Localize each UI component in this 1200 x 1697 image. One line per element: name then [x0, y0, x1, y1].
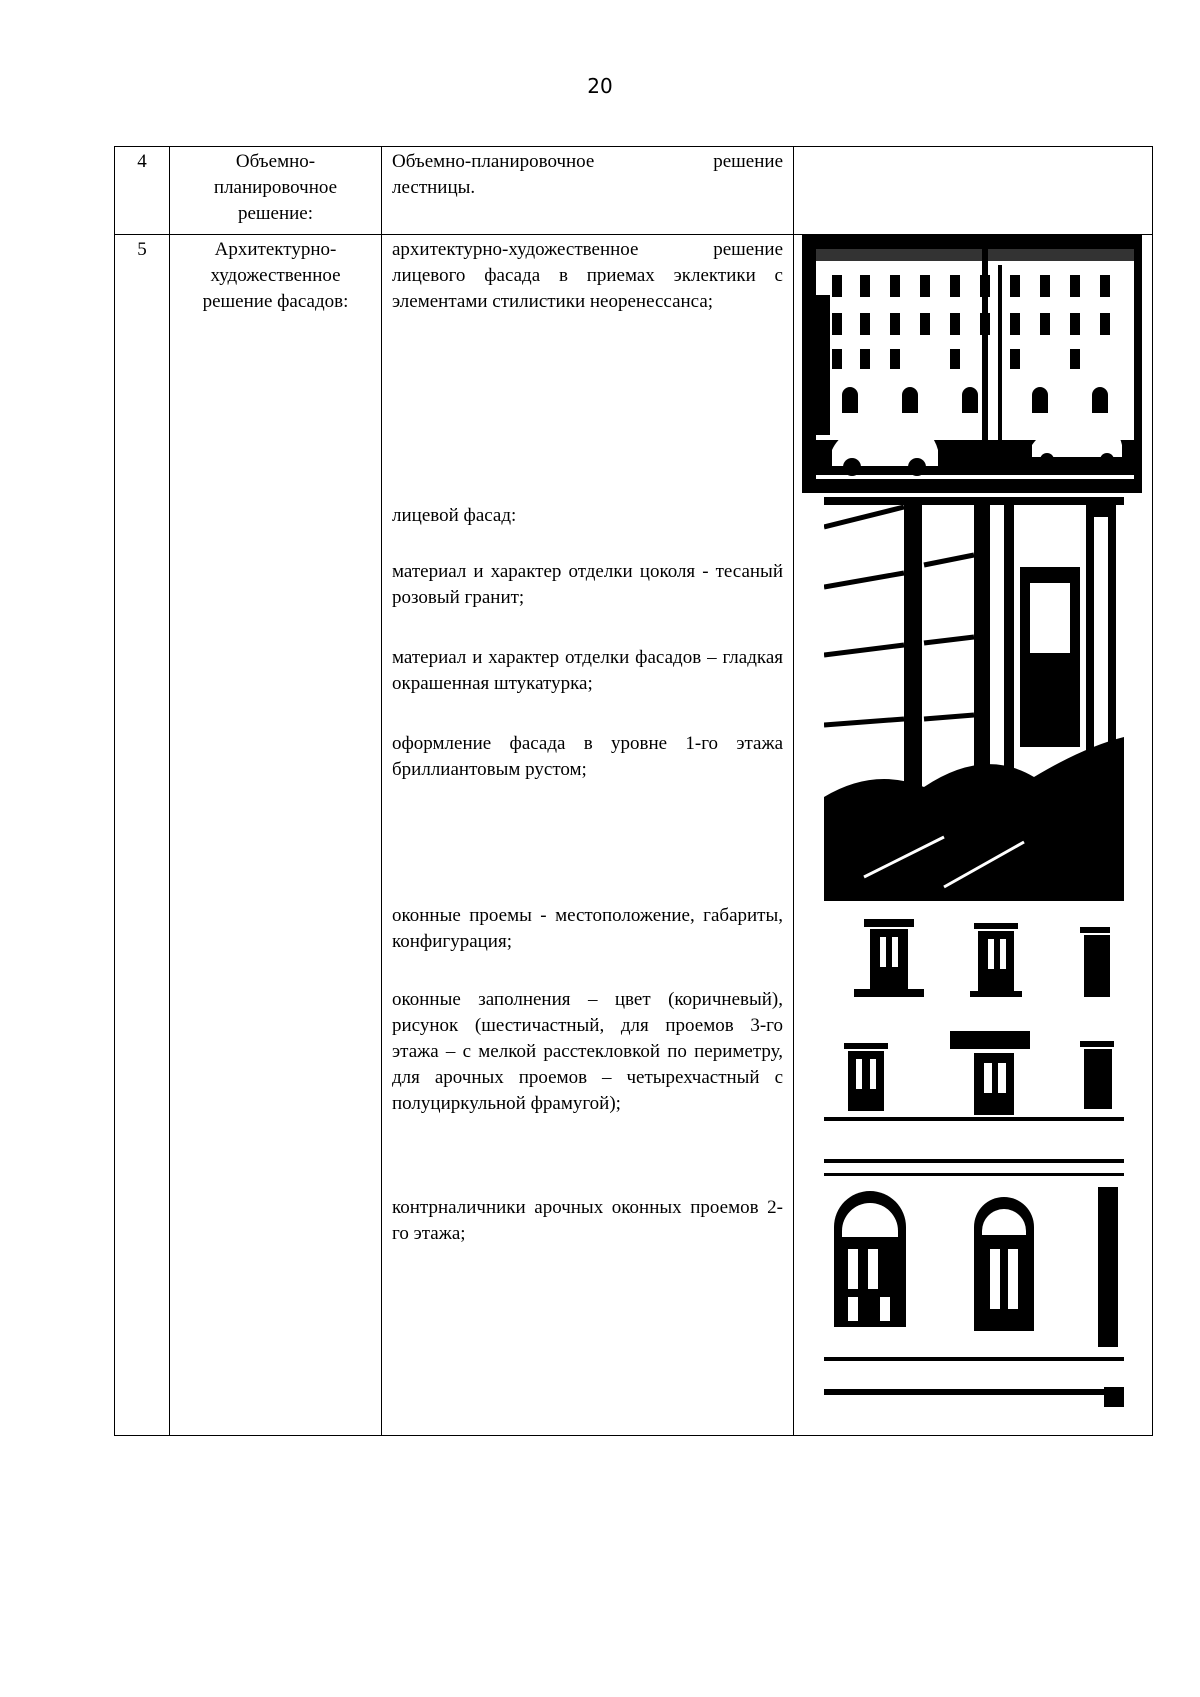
row-description [382, 235, 794, 1436]
facade-street-photo [802, 235, 1142, 493]
row-title-line: решение фасадов: [202, 291, 349, 312]
description-paragraph: контрналичники арочных оконных проемов 2-го этажа; [392, 1197, 783, 1244]
description-paragraph: лицевой фасад: [392, 505, 517, 526]
row-title-line: Архитектурно- [214, 239, 337, 260]
document-table [114, 146, 1153, 1436]
row-image-cell [794, 147, 1153, 235]
description-paragraph: архитектурно-художественное решение лицевого фасада в приемах эклектики с элементами стилистики неоренессанса; [392, 239, 783, 312]
description-paragraph: материал и характер отделки фасадов – гладкая окрашенная штукатурка; [392, 647, 783, 694]
description-text: решение [713, 151, 783, 172]
description-text: лестницы. [392, 177, 476, 198]
row-title [170, 235, 382, 1436]
row-image-cell [794, 235, 1153, 1436]
row-title-line: Объемно- [235, 151, 316, 172]
description-line [392, 149, 783, 175]
facade-rustication-photo [824, 497, 1124, 901]
description-paragraph: оконные заполнения – цвет (коричневый), рисунок (шестичастный, для проемов 3-го этажа – с мелкой расстекловкой по периметру, для арочных проемов – четырехчастный с полуциркульной фрамугой); [392, 989, 783, 1114]
table-row [115, 147, 1153, 235]
row-title-line: планировочное [213, 177, 338, 198]
row-description [382, 147, 794, 235]
description-text: Объемно-планировочное [392, 151, 595, 172]
row-title-line: решение: [237, 203, 314, 224]
row-number: 4 [115, 147, 170, 235]
description-paragraph: оформление фасада в уровне 1-го этажа бриллиантовым рустом; [392, 733, 783, 780]
description-paragraph: оконные проемы - местоположение, габариты, конфигурация; [392, 905, 783, 952]
row-title [170, 147, 382, 235]
row-title-line: художественное [210, 265, 341, 286]
window-openings-photo [824, 913, 1124, 1145]
description-paragraph: материал и характер отделки цоколя - тесаный розовый гранит; [392, 561, 783, 608]
table-row [115, 235, 1153, 1436]
page-number: 20 [587, 74, 613, 98]
row-number: 5 [115, 235, 170, 1436]
arched-windows-photo [824, 1157, 1124, 1407]
